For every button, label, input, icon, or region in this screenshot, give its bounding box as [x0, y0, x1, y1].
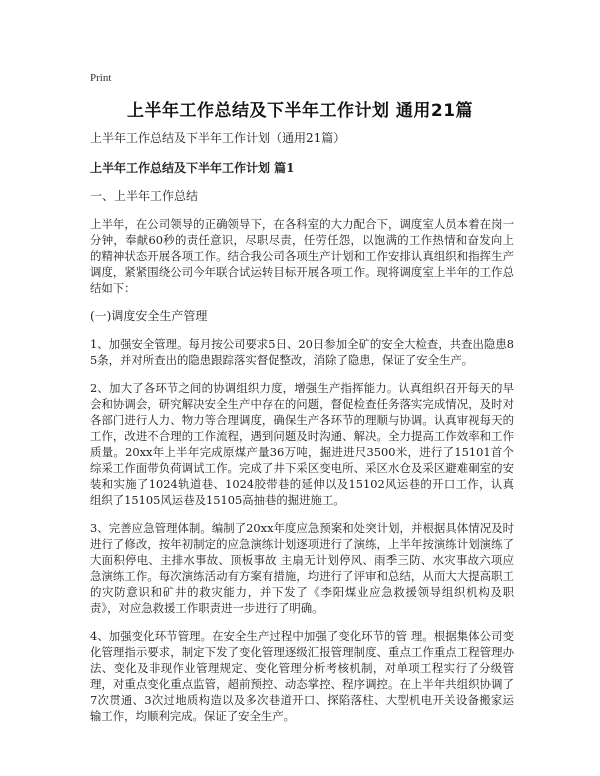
print-label[interactable]: Print — [90, 72, 112, 84]
heading-work-summary: 一、上半年工作总结 — [90, 189, 199, 203]
subheading-safety-management: (一)调度安全生产管理 — [90, 309, 208, 323]
document-body — [90, 130, 514, 736]
section-title: 上半年工作总结及下半年工作计划 篇1 — [90, 161, 295, 175]
document-title: 上半年工作总结及下半年工作计划 通用21篇 — [126, 101, 474, 121]
paragraph-safety: 1、加强安全管理。每月按公司要求5日、20日参加全矿的安全大检查，共查出隐患85条，并对所查出的隐患跟踪落实督促整改，消除了隐患，保证了安全生产。 — [90, 337, 514, 367]
paragraph-emergency: 3、完善应急管理体制。编制了20xx年度应急预案和处突计划，并根据具体情况及时进行了修改，按年初制定的应急演练计划逐项进行了演练，上半年按演练计划演练了大面积停电、主排水事故、顶板事故 主扇无计划停风、雨季三防、水灾事故六项应急演练工作。每次演练活动有方案有措施，均进行了评审和总结，从而大大提高职工的灾防意识和矿井的救灾能力，并下发了《李阳煤业应急救援领导组织机构及职责》，对应急救援工作职责进一步进行了明确。 — [90, 521, 514, 615]
paragraph-coordination: 2、加大了各环节之间的协调组织力度，增强生产指挥能力。认真组织召开每天的早会和协调会，研究解决安全生产中存在的问题，督促检查任务落实完成情况，及时对各部门进行人力、物力等合理调度，确保生产各环节的理顺与协调。认真审视每天的工作，改进不合理的工作流程，遇到问题及时沟通、解决。全力提高工作效率和工作质量。20xx年上半年完成原煤产量36万吨，掘进进尺3500米，进行了15101首个综采工作面带负荷调试工作。完成了井下采区变电所、采区水仓及采区避难硐室的安装和实施了1024轨道巷、1024胶带巷的延伸以及15102风运巷的开口工作，认真组织了15105风运巷及15105高抽巷的掘进施工。 — [90, 381, 514, 507]
intro-paragraph: 上半年，在公司领导的正确领导下，在各科室的大力配合下，调度室人员本着在岗一分钟，奉献60秒的责任意识，尽职尽责，任劳任怨，以饱满的工作热情和奋发向上的精神状态开展各项工作。结合我公司各项生产计划和工作安排认真组织和指挥生产调度，紧紧围绕公司今年联合试运转目标开展各项工作。现将调度室上半年的工作总结如下： — [90, 217, 514, 295]
paragraph-change-management: 4、加强变化环节管理。在安全生产过程中加强了变化环节的管 理。根据集体公司变化管理指示要求，制定下发了变化管理逐级汇报管理制度、重点工作重点工程管理办法、变化及非现作业管理规定、变化管理分析考核机制，对单项工程实行了分级管理，对重点变化重点监管，超前预控、动态掌控、程序调控。在上半年共组织协调了7次贯通、3次过地质构造以及多次巷道开口、探陷落柱、大型机电开关设备搬家运输工作，均顺利完成。保证了安全生产。 — [90, 629, 514, 723]
document-subtitle: 上半年工作总结及下半年工作计划（通用21篇） — [90, 131, 346, 145]
